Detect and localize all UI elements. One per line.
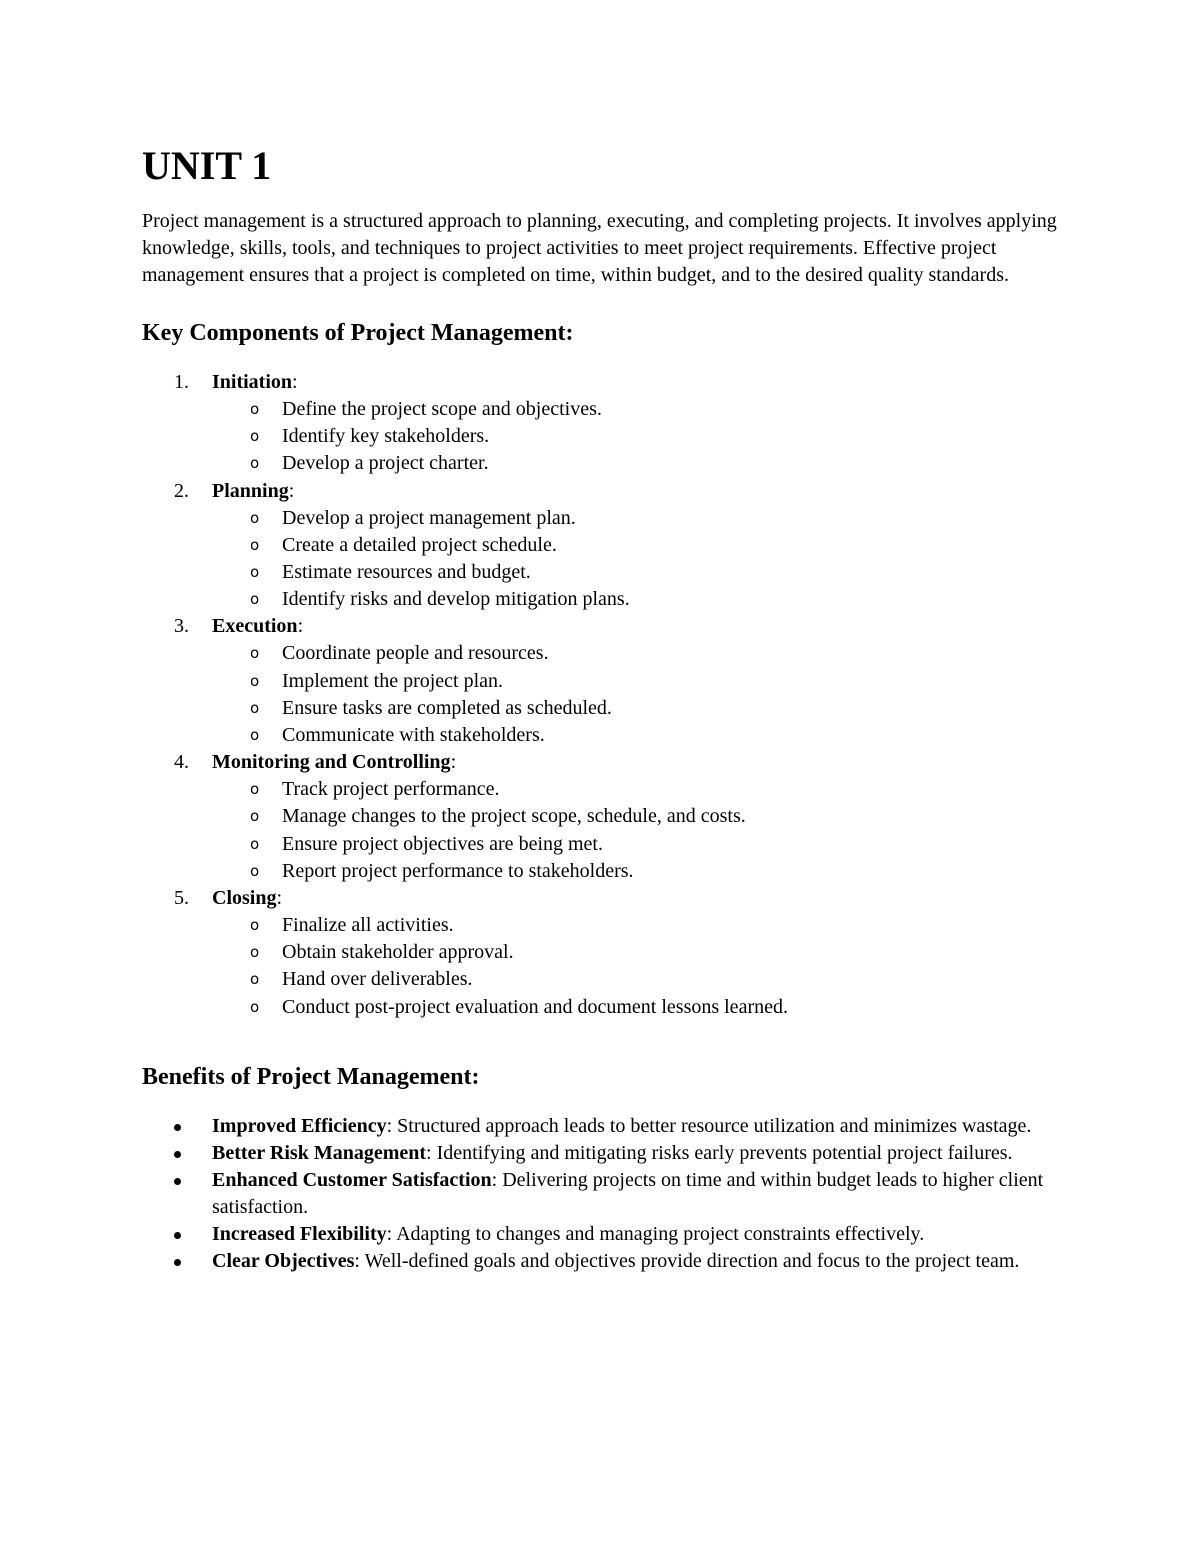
task-text: Identify risks and develop mitigation plans. [282,588,630,611]
phase-colon: : [450,751,457,774]
circle-bullet-icon: o [250,997,260,1016]
bullet-dot-icon [174,1232,181,1239]
benefit-item [142,1167,1072,1221]
task-text: Develop a project management plan. [282,506,576,529]
task-text: Conduct post-project evaluation and document lessons learned. [282,995,788,1018]
phase-colon: : [292,371,298,393]
circle-bullet-icon: o [250,454,260,473]
page-title: UNIT 1 [142,143,272,188]
phase-number: 2. [174,479,189,502]
phase-task-list [212,912,1072,1021]
benefits-heading: Benefits of Project Management: [142,1063,480,1090]
task-text: Hand over deliverables. [282,968,473,991]
phase-number: 3. [174,615,189,638]
benefits-list [142,1113,1072,1275]
phase-task-list [212,505,1072,614]
task-text: Develop a project charter. [282,452,489,475]
phase-name: Planning [212,479,289,502]
phase-task-list [212,640,1072,749]
phase-number: 5. [174,887,189,910]
circle-bullet-icon: o [250,726,260,745]
task-item [212,423,1072,450]
task-text: Report project performance to stakeholders. [282,859,634,882]
phase-item [142,749,1072,885]
task-text: Manage changes to the project scope, schedule, and costs. [282,805,746,828]
circle-bullet-icon: o [250,834,260,853]
task-item [212,912,1072,939]
task-item [212,994,1072,1021]
benefit-text: : Delivering projects on time and within budget leads to higher client satisfaction. [212,1168,1044,1218]
task-text: Ensure tasks are completed as scheduled. [282,696,612,719]
phase-name: Execution [212,615,298,638]
task-item [212,640,1072,667]
phase-name: Closing [212,887,277,910]
task-item [212,803,1072,830]
circle-bullet-icon: o [250,970,260,989]
task-item [212,532,1072,559]
benefit-text: : Identifying and mitigating risks early prevents potential project failures. [426,1141,1013,1164]
phase-item [142,613,1072,749]
phase-number: 1. [174,371,189,393]
benefit-term: Enhanced Customer Satisfaction [212,1168,492,1191]
circle-bullet-icon: o [250,943,260,962]
bullet-dot-icon [174,1151,181,1158]
phase-task-list [212,776,1072,885]
bullet-dot-icon [174,1178,181,1185]
circle-bullet-icon: o [250,400,260,418]
task-text: Create a detailed project schedule. [282,533,557,556]
task-item [212,559,1072,586]
phase-number: 4. [174,751,189,774]
benefit-item [142,1140,1072,1167]
circle-bullet-icon: o [250,916,260,935]
phases-list [142,369,1072,1021]
benefit-text: : Adapting to changes and managing project constraints effectively. [386,1222,925,1245]
task-item [212,722,1072,749]
circle-bullet-icon: o [250,861,260,880]
phase-item [142,369,1072,478]
benefit-item [142,1221,1072,1248]
benefit-item [142,1113,1072,1140]
circle-bullet-icon: o [250,698,260,717]
circle-bullet-icon: o [250,671,260,690]
benefit-term: Better Risk Management [212,1141,427,1164]
bullet-dot-icon [174,1124,181,1131]
circle-bullet-icon: o [250,590,260,609]
circle-bullet-icon: o [250,644,260,663]
task-text: Obtain stakeholder approval. [282,941,514,964]
task-item [212,450,1072,477]
benefit-term: Increased Flexibility [212,1222,387,1245]
circle-bullet-icon: o [250,780,260,799]
benefit-text: : Structured approach leads to better resource utilization and minimizes wastage. [386,1114,1032,1137]
phase-colon: : [288,479,295,502]
task-item [212,396,1072,423]
bullet-dot-icon [174,1259,181,1266]
benefit-term: Clear Objectives [212,1249,355,1272]
task-text: Finalize all activities. [282,914,454,937]
circle-bullet-icon: o [250,563,260,582]
phase-item [142,885,1072,1021]
task-item [212,586,1072,613]
intro-paragraph: Project management is a structured approach to planning, executing, and completing projects. It involves applying knowledge, skills, tools, and techniques to project activities to meet project requirements. Effective project management ensures that a project is completed on time, within budget, and to the desired quality standards. [142,210,1057,286]
task-text: Coordinate people and resources. [282,642,549,665]
benefit-item [142,1248,1072,1275]
task-text: Track project performance. [282,778,500,801]
task-item [212,858,1072,885]
phase-colon: : [297,615,304,638]
key-components-heading: Key Components of Project Management: [142,320,574,346]
task-item [212,668,1072,695]
task-text: Define the project scope and objectives. [282,398,602,420]
task-item [212,966,1072,993]
benefit-term: Improved Efficiency [212,1114,387,1137]
phase-colon: : [276,887,283,910]
circle-bullet-icon: o [250,807,260,826]
phase-item [142,478,1072,614]
task-text: Identify key stakeholders. [282,425,490,448]
task-item [212,939,1072,966]
phase-task-list [212,396,1072,478]
document-page [142,140,1072,1275]
task-text: Ensure project objectives are being met. [282,832,603,855]
task-item [212,505,1072,532]
task-text: Estimate resources and budget. [282,561,531,584]
circle-bullet-icon: o [250,508,260,527]
task-item [212,695,1072,722]
task-item [212,776,1072,803]
task-text: Implement the project plan. [282,669,504,692]
benefit-text: : Well-defined goals and objectives provide direction and focus to the project team. [354,1249,1020,1272]
task-text: Communicate with stakeholders. [282,724,545,747]
circle-bullet-icon: o [250,427,260,446]
circle-bullet-icon: o [250,535,260,554]
task-item [212,831,1072,858]
phase-name: Initiation [212,371,293,393]
phase-name: Monitoring and Controlling [212,751,451,774]
